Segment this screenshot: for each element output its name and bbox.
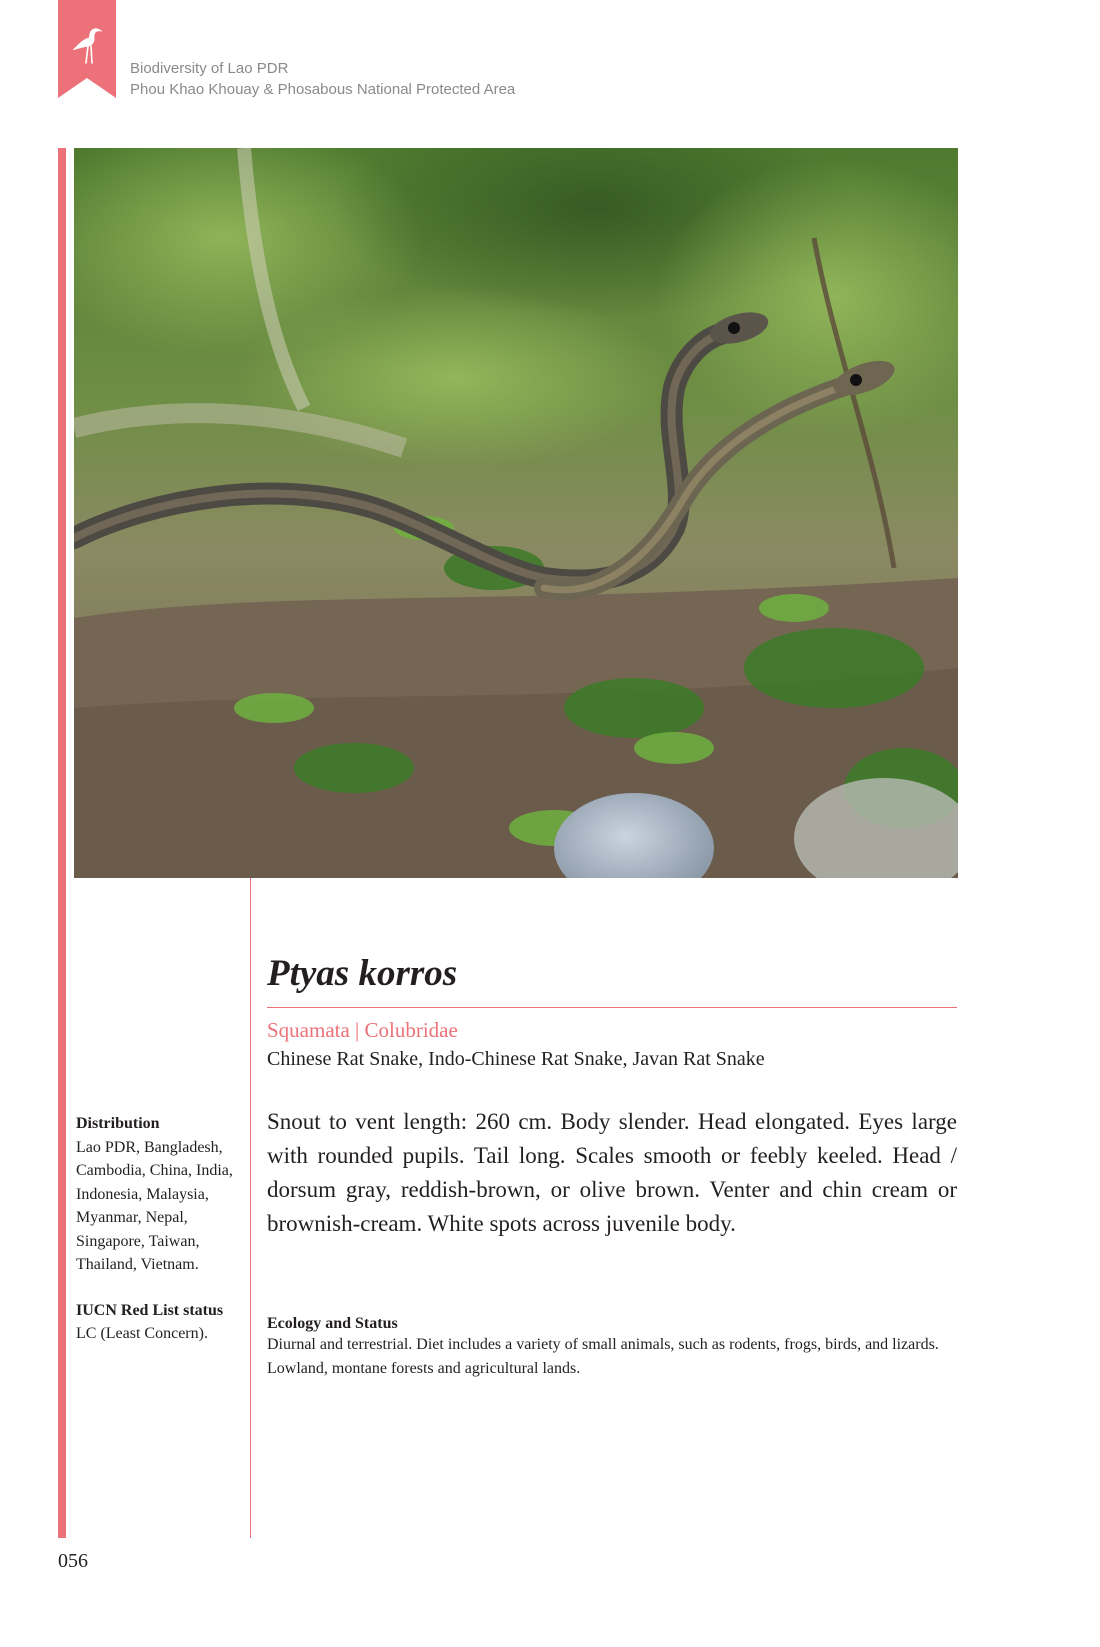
iucn-status-heading: IUCN Red List status: [76, 1301, 224, 1319]
snake-photo: [74, 148, 958, 878]
header-bookmark-tab: [58, 0, 116, 98]
column-divider: [250, 878, 251, 1538]
species-taxonomy: Squamata | Colubridae: [267, 1018, 458, 1042]
page-number: 056: [58, 1550, 88, 1572]
crane-bird-icon: [58, 0, 116, 98]
iucn-status-text: LC (Least Concern).: [76, 1325, 208, 1342]
book-subtitle: Phou Khao Khouay & Phosabous National Protected Area: [130, 81, 516, 98]
species-common-names: Chinese Rat Snake, Indo-Chinese Rat Snake, Javan Rat Snake: [267, 1048, 765, 1070]
ecology-text: Diurnal and terrestrial. Diet includes a variety of small animals, such as rodents, frogs, birds, and lizards. Lowland, montane forests and agricultural lands.: [267, 1336, 939, 1377]
species-scientific-name: Ptyas korros: [267, 953, 458, 994]
snake-photo-image: [74, 148, 958, 878]
info-sidebar: [76, 1112, 246, 1368]
left-accent-bar: [58, 148, 66, 1538]
distribution-text: Lao PDR, Bangladesh, Cambodia, China, India, Indonesia, Malaysia, Myanmar, Nepal, Singapore, Taiwan, Thailand, Vietnam.: [76, 1138, 233, 1273]
title-rule: [267, 1007, 957, 1008]
distribution-heading: Distribution: [76, 1115, 160, 1132]
species-description: Snout to vent length: 260 cm. Body slender. Head elongated. Eyes large with rounded pupils. Tail long. Scales smooth or feebly keeled. Head / dorsum gray, reddish-brown, or olive brown. Venter and chin cream or brownish-cream. White spots across juvenile body.: [267, 1109, 957, 1236]
ecology-heading: Ecology and Status: [267, 1315, 398, 1332]
header-text: [130, 58, 515, 100]
book-title: Biodiversity of Lao PDR: [130, 60, 289, 77]
